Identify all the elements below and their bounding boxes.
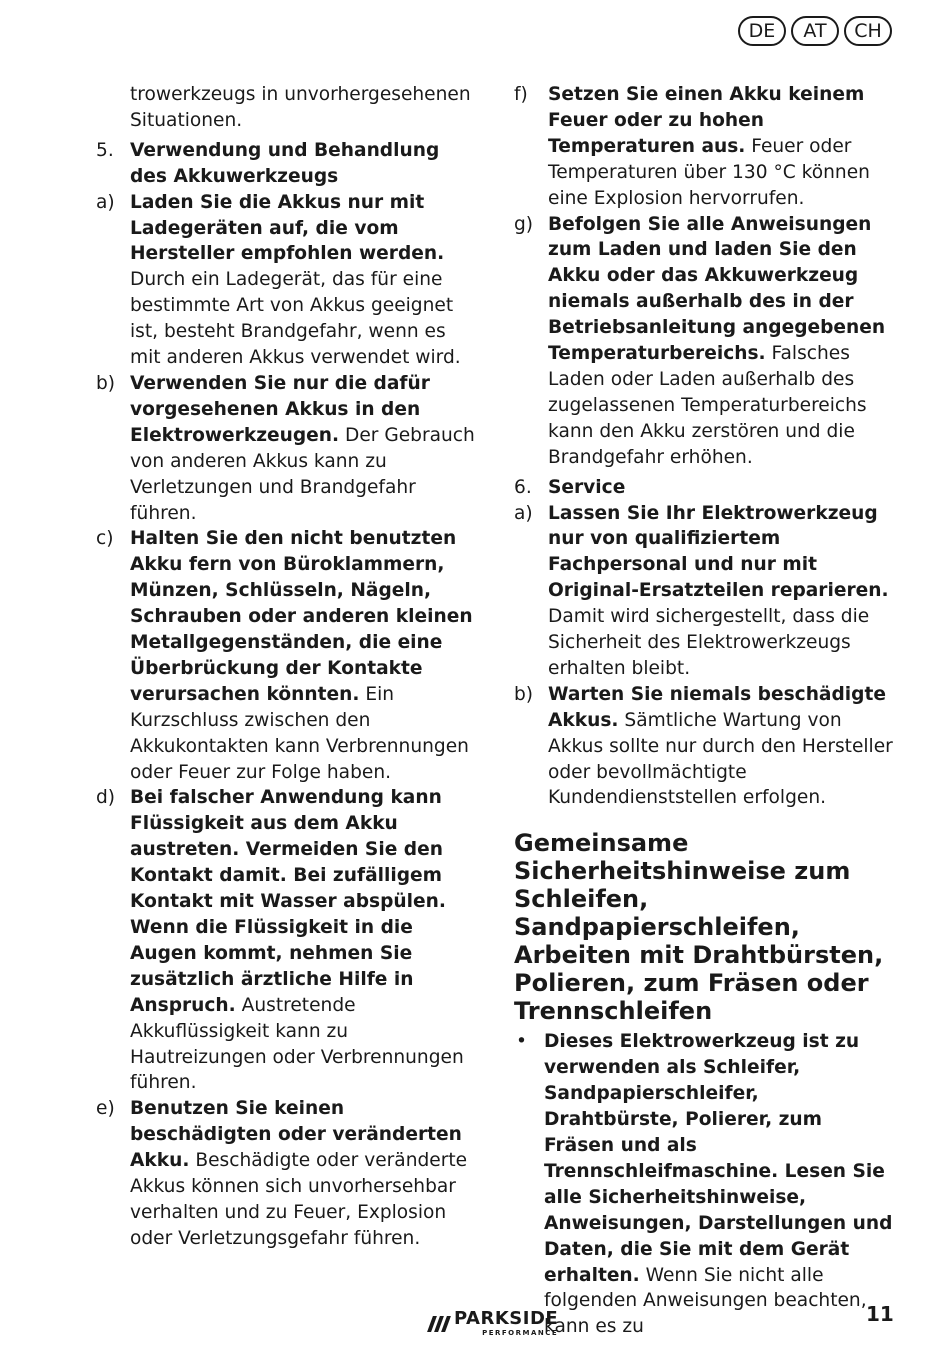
item-label: e) (96, 1098, 115, 1120)
item-bold-text: Laden Sie die Akkus nur mit Ladegeräten auf, die vom Hersteller empfohlen werden. (130, 191, 445, 265)
section-title: Service (548, 476, 626, 498)
item-bold-text: Halten Sie den nicht benutzten Akku fern von Büroklammern, Münzen, Schlüsseln, Nägeln, Schrauben oder anderen kleinen Metallgegenständen, die eine Überbrückung der Kontakte verursachen könnten. (130, 528, 473, 705)
section-5-heading (96, 138, 482, 190)
list-item (96, 1096, 482, 1251)
list-item (514, 682, 898, 812)
item-label: b) (514, 683, 534, 705)
item-bold-text: Setzen Sie einen Akku keinem Feuer oder zu hohen Temperaturen aus. (548, 84, 865, 157)
item-label: b) (96, 372, 116, 394)
list-item (96, 371, 482, 526)
item-bold-text: Warten Sie niemals beschädigte Akkus. (548, 683, 886, 731)
section-title: Verwendung und Behandlung des Akkuwerkzeugs (130, 139, 440, 187)
item-bold-text: Lassen Sie Ihr Elektrowerkzeug nur von qualifiziertem Fachpersonal und nur mit Original-Ersatzteilen reparieren. (548, 502, 889, 602)
item-text: Ein Kurzschluss zwischen den Akkukontakten kann Verbrennungen oder Feuer zur Folge haben. (130, 683, 469, 783)
left-column (96, 82, 482, 1252)
list-item (96, 190, 482, 371)
item-bold-text: Benutzen Sie keinen beschädigten oder veränderten Akku. (130, 1098, 462, 1172)
item-text: Der Gebrauch von anderen Akkus kann zu Verletzungen und Brandgefahr führen. (130, 424, 475, 524)
section-number: 6. (514, 476, 532, 498)
section-heading: Gemeinsame Sicherheitshinweise zum Schleifen, Sandpapierschleifen, Arbeiten mit Drahtbürsten, Polieren, zum Fräsen oder Trennschleifen (514, 829, 884, 1026)
list-item (96, 526, 482, 785)
brand-subtitle: PERFORMANCE (482, 1329, 559, 1337)
item-text: Falsches Laden oder Laden außerhalb des zugelassenen Temperaturbereichs kann den Akku zerstören und die Brandgefahr erhöhen. (548, 343, 867, 468)
bullet-bold-text: Dieses Elektrowerkzeug ist zu verwenden als Schleifer, Sandpapierschleifer, Drahtbürste, Polierer, zum Fräsen und als Trennschleifmaschine. Lesen Sie alle Sicherheitshinweise, Anweisungen, Darstellungen und Daten, die Sie mit dem Gerät erhalten. (544, 1031, 893, 1286)
item-bold-text: Bei falscher Anwendung kann Flüssigkeit aus dem Akku austreten. Vermeiden Sie den Kontakt damit. Bei zufälligem Kontakt mit Wasser abspülen. Wenn die Flüssigkeit in die Augen kommt, nehmen Sie zusätzlich ärztliche Hilfe in Anspruch. (130, 787, 446, 1016)
item-text: Austretende Akkuflüssigkeit kann zu Hautreizungen oder Verbrennungen führen. (130, 994, 464, 1094)
item-text: Feuer oder Temperaturen über 130 °C können eine Explosion hervorrufen. (548, 135, 870, 209)
item-bold-text: Verwenden Sie nur die dafür vorgesehenen Akkus in den Elektrowerkzeugen. (130, 372, 430, 446)
item-bold-text: Befolgen Sie alle Anweisungen zum Laden und laden Sie den Akku oder das Akkuwerkzeug niemals außerhalb des in der Betriebsanleitung angegebenen Temperaturbereichs. (548, 213, 886, 365)
page-number: 11 (866, 1302, 894, 1326)
item-label: d) (96, 787, 116, 809)
bullet-text: Wenn Sie nicht alle folgenden Anweisungen beachten, kann es zu (544, 1264, 867, 1338)
parkside-logo (430, 1310, 558, 1337)
item-label: a) (96, 191, 115, 213)
item-text: Durch ein Ladegerät, das für eine bestimmte Art von Akkus geeignet ist, besteht Brandgefahr, wenn es mit anderen Akkus verwendet wird. (130, 269, 461, 369)
list-item (514, 212, 898, 471)
language-badge-at: AT (791, 16, 839, 46)
item-label: f) (514, 84, 528, 105)
list-item (96, 785, 482, 1096)
section-6-heading (514, 475, 898, 501)
right-column (514, 82, 898, 1340)
language-badges (738, 16, 892, 46)
language-badge-ch: CH (844, 16, 892, 46)
item-label: g) (514, 213, 534, 235)
bullet-symbol: • (516, 1031, 527, 1053)
item-text: Damit wird sichergestellt, dass die Sicherheit des Elektrowerkzeugs erhalten bleibt. (548, 606, 870, 679)
list-item (514, 82, 898, 212)
list-item (514, 501, 898, 682)
intro-continuation: trowerkzeugs in unvorhergesehenen Situationen. (130, 84, 471, 131)
item-text: Sämtliche Wartung von Akkus sollte nur durch den Hersteller oder bevollmächtigte Kundendienststellen erfolgen. (548, 709, 893, 809)
item-text: Beschädigte oder veränderte Akkus können sich unvorhersehbar verhalten und zu Feuer, Explosion oder Verletzungsgefahr führen. (130, 1150, 468, 1249)
language-badge-de: DE (738, 16, 786, 46)
section-number: 5. (96, 139, 114, 161)
item-label: c) (96, 528, 114, 550)
logo-slashes-icon (430, 1316, 448, 1332)
brand-name: PARKSIDE (454, 1308, 559, 1329)
bullet-item (516, 1029, 898, 1340)
item-label: a) (514, 502, 533, 524)
